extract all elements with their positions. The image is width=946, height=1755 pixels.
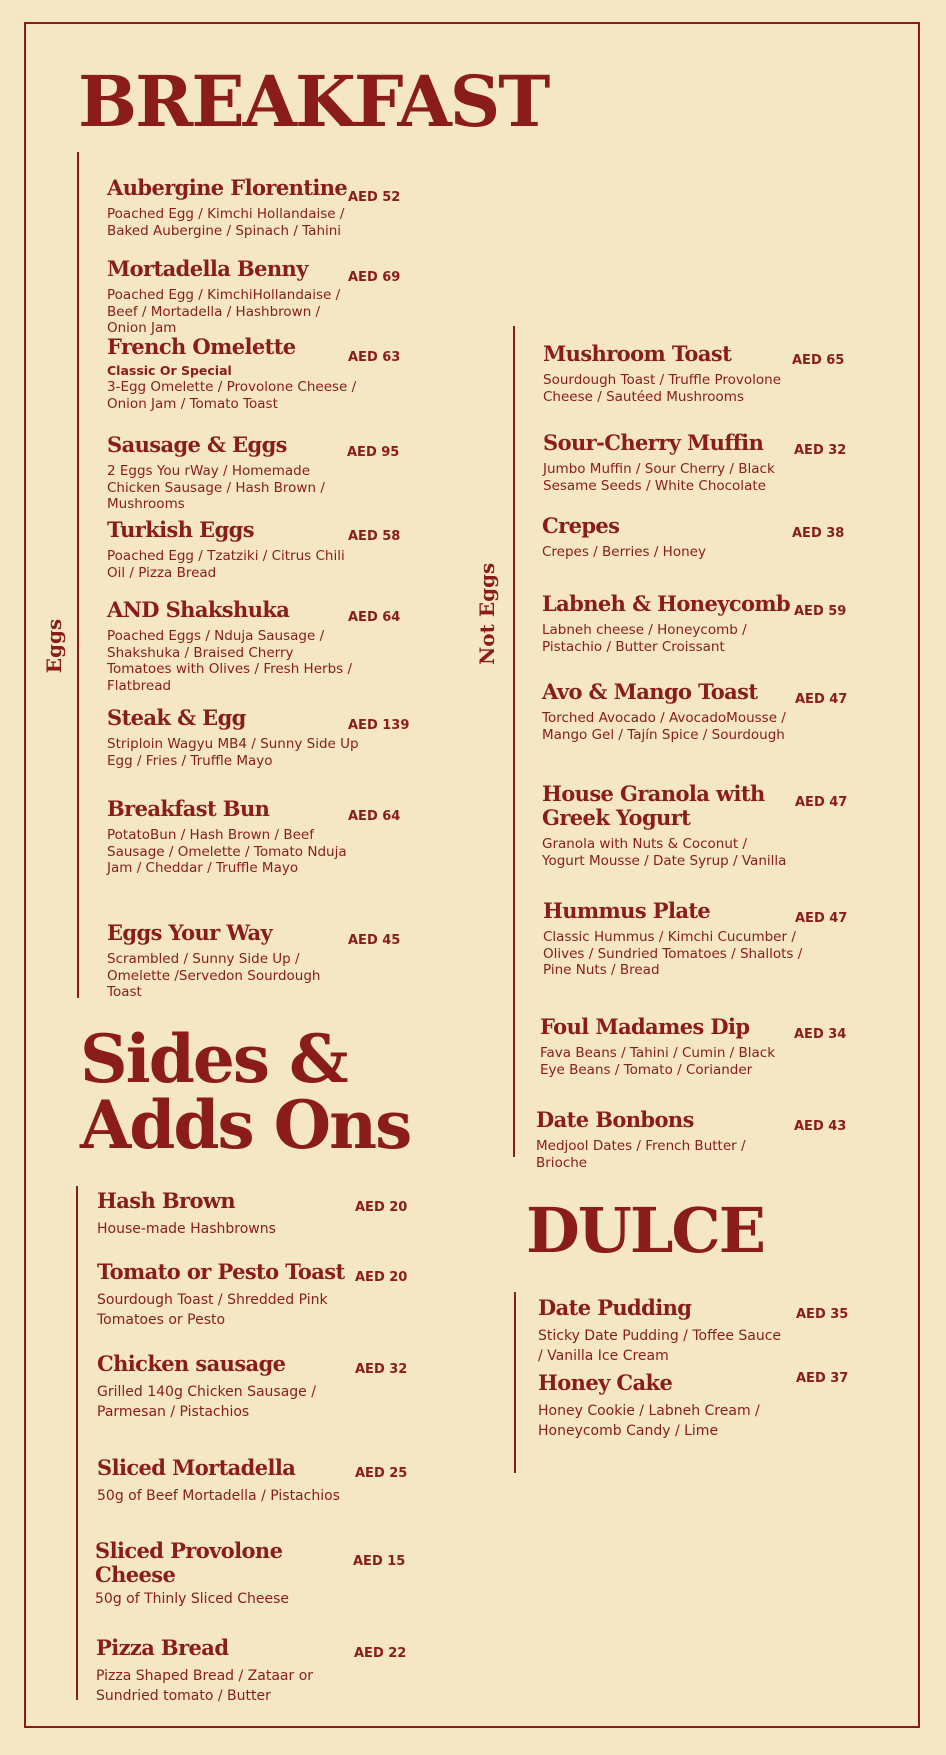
item-price: AED 64 <box>348 809 401 824</box>
item-name: Tomato or Pesto Toast <box>97 1259 345 1284</box>
item-name: Hash Brown <box>97 1188 236 1213</box>
item-description: Labneh cheese / Honeycomb / Pistachio / Butter Croissant <box>542 622 747 655</box>
item-price: AED 34 <box>794 1027 847 1042</box>
item-price: AED 32 <box>794 443 847 458</box>
item-name: Breakfast Bun <box>107 796 270 821</box>
menu-item <box>542 680 792 743</box>
item-description: Scrambled / Sunny Side Up / Omelette /Servedon Sourdough Toast <box>107 951 321 1000</box>
dulce-title: DULCE <box>526 1194 765 1267</box>
sides-divider <box>76 1186 78 1700</box>
item-price: AED 59 <box>794 604 847 619</box>
item-price: AED 47 <box>795 911 848 926</box>
item-price: AED 47 <box>795 795 848 810</box>
item-name: Sour-Cherry Muffin <box>543 430 764 455</box>
item-description: Striploin Wagyu MB4 / Sunny Side Up Egg / Fries / Truffle Mayo <box>107 736 359 769</box>
item-description: Medjool Dates / French Butter / Brioche <box>536 1138 746 1171</box>
item-name: Crepes <box>542 513 620 538</box>
menu-item <box>96 1636 366 1706</box>
item-price: AED 64 <box>348 610 401 625</box>
item-price: AED 58 <box>348 529 401 544</box>
item-name: House Granola with Greek Yogurt <box>542 781 765 830</box>
item-price: AED 65 <box>792 353 845 368</box>
menu-item <box>95 1539 295 1609</box>
menu-item <box>538 1371 788 1441</box>
item-description: 2 Eggs You rWay / Homemade Chicken Sausage / Hash Brown / Mushrooms <box>107 463 325 512</box>
item-price: AED 95 <box>347 445 400 460</box>
menu-item <box>536 1108 796 1171</box>
item-price: AED 43 <box>794 1119 847 1134</box>
menu-item <box>542 592 792 655</box>
item-price: AED 139 <box>348 718 410 733</box>
menu-item <box>540 1015 785 1078</box>
item-name: Turkish Eggs <box>107 517 254 542</box>
item-description: Sourdough Toast / Shredded Pink Tomatoes or Pesto <box>97 1292 328 1328</box>
item-description: Sticky Date Pudding / Toffee Sauce / Vanilla Ice Cream <box>538 1328 782 1364</box>
breakfast-title: BREAKFAST <box>78 60 549 143</box>
item-price: AED 47 <box>795 692 848 707</box>
item-price: AED 35 <box>796 1307 849 1322</box>
menu-item <box>543 431 783 494</box>
item-price: AED 32 <box>355 1362 408 1377</box>
menu-item <box>107 921 357 1001</box>
item-description: 50g of Beef Mortadella / Pistachios <box>97 1488 340 1504</box>
item-description: Crepes / Berries / Honey <box>542 544 706 560</box>
sides-title-line2: Adds Ons <box>80 1086 411 1164</box>
item-name: Sliced Mortadella <box>97 1455 296 1480</box>
item-price: AED 25 <box>355 1466 408 1481</box>
item-description: Grilled 140g Chicken Sausage / Parmesan / Pistachios <box>97 1384 316 1420</box>
item-name: French Omelette <box>107 334 296 359</box>
sides-title-line1: Sides & <box>80 1020 347 1098</box>
item-description: Jumbo Muffin / Sour Cherry / Black Sesame Seeds / White Chocolate <box>543 461 775 494</box>
item-name: AND Shakshuka <box>107 597 290 622</box>
item-price: AED 45 <box>348 933 401 948</box>
item-name: Chicken sausage <box>97 1351 286 1376</box>
item-description: Poached Egg / Kimchi Hollandaise / Baked Aubergine / Spinach / Tahini <box>107 206 345 239</box>
menu-item <box>107 257 357 337</box>
menu-item <box>107 598 357 694</box>
item-description: Classic Hummus / Kimchi Cucumber / Olives / Sundried Tomatoes / Shallots / Pine Nuts / Bread <box>543 929 803 978</box>
sides-title <box>80 1020 411 1164</box>
menu-item <box>542 782 787 869</box>
item-name: Sliced Provolone Cheese <box>95 1538 283 1587</box>
menu-item <box>97 1260 357 1330</box>
menu-item <box>107 335 357 412</box>
item-name: Mushroom Toast <box>543 341 732 366</box>
item-name: Eggs Your Way <box>107 920 273 945</box>
menu-item <box>107 176 357 239</box>
item-name: Steak & Egg <box>107 705 246 730</box>
item-name: Mortadella Benny <box>107 256 308 281</box>
item-price: AED 20 <box>355 1200 408 1215</box>
menu-item <box>97 1189 357 1239</box>
item-subtitle: Classic Or Special <box>107 363 232 378</box>
not-eggs-divider <box>513 326 515 1157</box>
item-description: 50g of Thinly Sliced Cheese <box>95 1591 290 1607</box>
menu-item <box>107 706 367 769</box>
item-description: Granola with Nuts & Coconut / Yogurt Mousse / Date Syrup / Vanilla <box>542 836 787 869</box>
eggs-section-label: Eggs <box>42 618 66 674</box>
menu-item <box>543 899 828 979</box>
menu-item <box>542 514 782 561</box>
item-name: Date Bonbons <box>536 1107 694 1132</box>
item-price: AED 22 <box>354 1646 407 1661</box>
item-description: PotatoBun / Hash Brown / Beef Sausage / Omelette / Tomato Nduja Jam / Cheddar / Truffle Mayo <box>107 827 347 876</box>
item-description: Poached Egg / KimchiHollandaise / Beef / Mortadella / Hashbrown / Onion Jam <box>107 287 341 336</box>
dulce-divider <box>514 1292 516 1473</box>
item-name: Labneh & Honeycomb <box>542 591 791 616</box>
menu-item <box>107 433 357 513</box>
menu-item <box>107 518 357 581</box>
menu-item <box>107 797 357 877</box>
item-description: Fava Beans / Tahini / Cumin / Black Eye Beans / Tomato / Coriander <box>540 1045 776 1078</box>
item-name: Date Pudding <box>538 1295 692 1320</box>
item-description: Torched Avocado / AvocadoMousse / Mango Gel / Tajín Spice / Sourdough <box>542 710 786 743</box>
item-description: Honey Cookie / Labneh Cream / Honeycomb Candy / Lime <box>538 1403 760 1439</box>
item-name: Avo & Mango Toast <box>542 679 758 704</box>
item-description: Poached Eggs / Nduja Sausage / Shakshuka / Braised Cherry Tomatoes with Olives / Fresh Herbs / Flatbread <box>107 628 353 694</box>
menu-item <box>97 1352 377 1422</box>
menu-item <box>538 1296 788 1366</box>
item-price: AED 38 <box>792 526 845 541</box>
menu-item <box>543 342 783 405</box>
item-name: Foul Madames Dip <box>540 1014 750 1039</box>
not-eggs-section-label: Not Eggs <box>475 562 499 665</box>
item-price: AED 15 <box>353 1554 406 1569</box>
item-description: Poached Egg / Tzatziki / Citrus Chili Oil / Pizza Bread <box>107 548 345 581</box>
item-description: House-made Hashbrowns <box>97 1221 276 1237</box>
item-price: AED 20 <box>355 1270 408 1285</box>
item-name: Pizza Bread <box>96 1635 229 1660</box>
item-name: Hummus Plate <box>543 898 711 923</box>
item-description: Pizza Shaped Bread / Zataar or Sundried tomato / Butter <box>96 1668 314 1704</box>
item-name: Aubergine Florentine <box>107 175 348 200</box>
item-price: AED 37 <box>796 1371 849 1386</box>
item-name: Sausage & Eggs <box>107 432 287 457</box>
item-description: 3-Egg Omelette / Provolone Cheese / Onion Jam / Tomato Toast <box>107 379 357 412</box>
item-description: Sourdough Toast / Truffle Provolone Cheese / Sautéed Mushrooms <box>543 372 781 405</box>
item-price: AED 69 <box>348 270 401 285</box>
item-price: AED 52 <box>348 190 401 205</box>
menu-item <box>97 1456 357 1506</box>
item-name: Honey Cake <box>538 1370 673 1395</box>
item-price: AED 63 <box>348 350 401 365</box>
eggs-divider <box>77 152 79 998</box>
